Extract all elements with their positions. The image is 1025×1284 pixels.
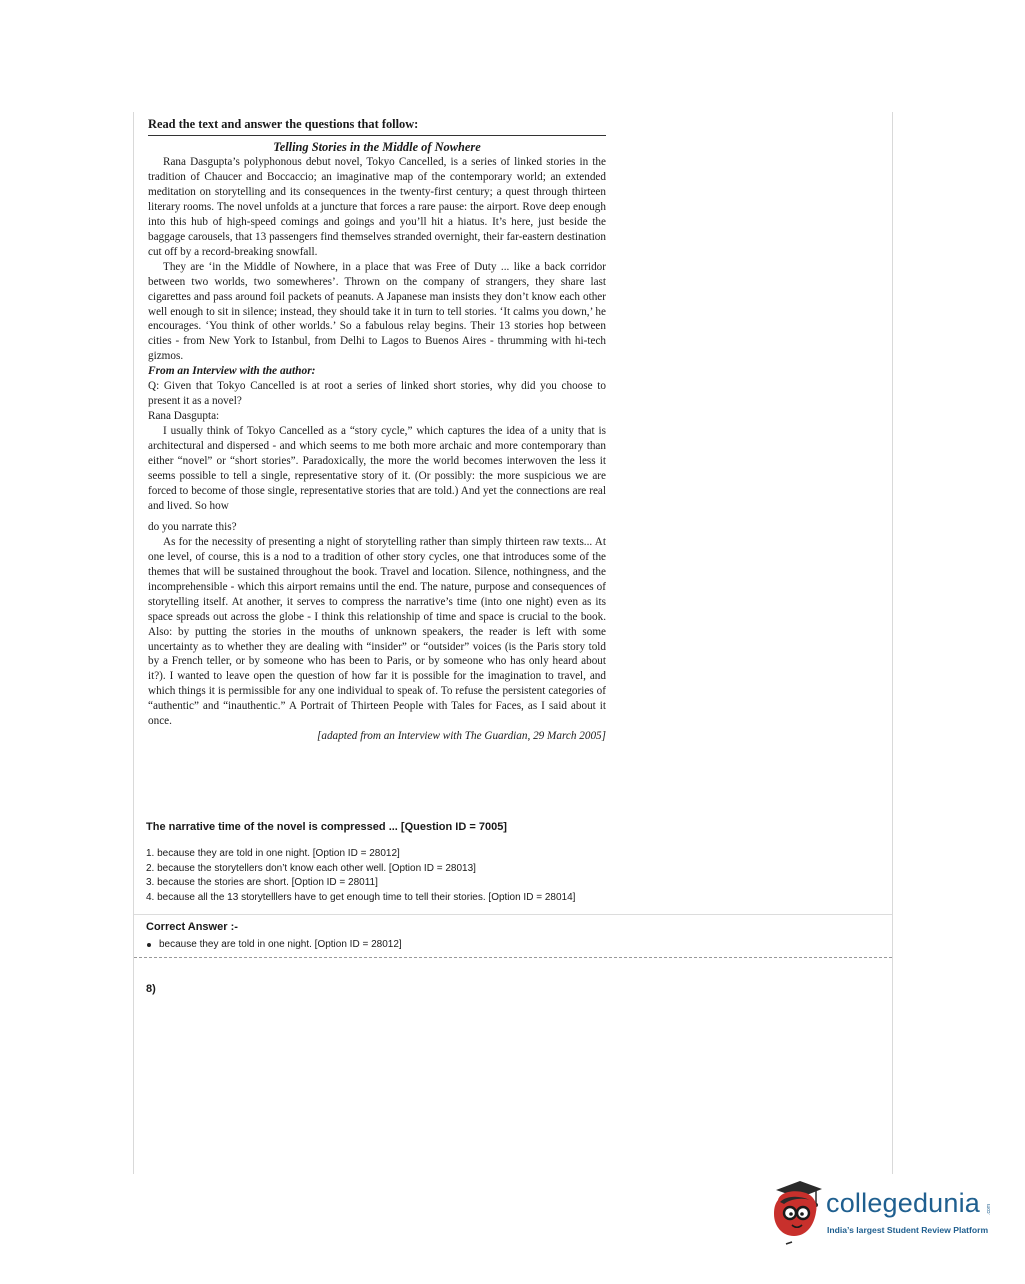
page-frame-right — [892, 112, 893, 1174]
correct-answer-item — [146, 938, 866, 952]
option-item: 2. because the storytellers don’t know each other well. [Option ID = 28013] — [146, 862, 476, 874]
question-text: The narrative time of the novel is compressed ... [Question ID = 7005] — [146, 821, 507, 833]
section-divider — [134, 914, 892, 915]
option-list — [146, 847, 866, 905]
correct-answer-block — [146, 920, 866, 952]
logo-wordmark: collegedunia — [826, 1188, 981, 1218]
question-separator — [134, 957, 892, 958]
option-item: 4. because all the 13 storytelllers have to get enough time to tell their stories. [Option ID = 28014] — [146, 891, 576, 903]
passage-paragraph: Rana Dasgupta’s polyphonous debut novel, Tokyo Cancelled, is a series of linked stories in the tradition of Chaucer and Boccaccio; an imaginative map of the contemporary world; an extended meditation on storytelling and its consequences in the twenty-first century; a quest through thirteen literary rooms. The novel unfolds at a juncture that forces a rare pause: the airport. Rove deep enough into this hub of high-speed comings and goings and you’ll hit a hiatus. It’s here, just beside the baggage carousels, that 13 passengers find themselves stranded overnight, their far-eastern destination cut off by a record-breaking snowfall. — [148, 156, 606, 258]
interview-answer: As for the necessity of presenting a night of storytelling rather than simply thirteen raw texts... At one level, of course, this is a nod to a tradition of other story cycles, one that introduces some of the themes that will be sustained throughout the book. Travel and location. Silence, nothingness, and the incomprehensible - which this airport remains until the end. The nature, purpose and consequences of storytelling itself. At another, it serves to compress the narrative’s time (into one night) even as its space spreads out across the globe - I think this relationship of time and space is crucial to the book. Also: by putting the stories in the mouths of unknown speakers, the reader is left with some uncertainty as to whether they are dealing with “insider” or “outsider” voices (is the Paris story told by a French teller, or by someone who has been to Paris, or by someone who has only heard about it?). I wanted to leave open the question of how far it is possible for the imagination to travel, and which things it is permissible for any one individual to speak of. To refuse the persistent categories of “authentic” and “inauthentic.” A Portrait of Thirteen People with Tales for Faces, as I said about it once. — [148, 535, 606, 728]
interview-question: Q: Given that Tokyo Cancelled is at root a series of linked short stories, why did you choose to present it as a novel? — [148, 380, 606, 408]
correct-answer-label: Correct Answer :- — [146, 921, 238, 933]
passage-title: Telling Stories in the Middle of Nowhere — [273, 140, 481, 154]
logo-dotcom: .com — [986, 1204, 992, 1215]
next-question-number: 8) — [146, 983, 156, 995]
correct-answer-text: because they are told in one night. [Option ID = 28012] — [159, 939, 402, 950]
passage-instruction: Read the text and answer the questions that follow: — [148, 117, 606, 136]
interview-answer-continuation: do you narrate this? — [148, 520, 237, 533]
question-block — [146, 820, 866, 905]
interview-speaker: Rana Dasgupta: — [148, 410, 220, 423]
logo-tagline: India’s largest Student Review Platform — [827, 1225, 989, 1235]
interview-answer: I usually think of Tokyo Cancelled as a “story cycle,” which captures the idea of a unity that is architectural and dispersed - and which seems to me both more archaic and more contemporary than either “novel” or “short stories”. Paradoxically, the more the world becomes interwoven the less it seems possible to tell a single, representative story of it. (Or possibly: the more suspicious we are forced to become of those single, representative stories that are told.) And yet the connections are real and lived. So how — [148, 425, 606, 512]
mascot-icon — [766, 1176, 826, 1248]
bullet-icon — [147, 943, 151, 947]
page-frame-left — [133, 112, 134, 1174]
collegedunia-logo — [766, 1176, 996, 1248]
passage-citation: [adapted from an Interview with The Guardian, 29 March 2005] — [317, 730, 606, 743]
reading-passage — [148, 117, 606, 744]
option-item: 3. because the stories are short. [Option ID = 28011] — [146, 877, 378, 889]
passage-paragraph: They are ‘in the Middle of Nowhere, in a place that was Free of Duty ... like a back corridor between two worlds, two somewheres’. Thrown on the company of strangers, they share last cigarettes and pass around foil packets of peanuts. A Japanese man insists they don’t know each other well enough to sit in silence; instead, they should take it in turn to tell stories. ‘It calms you down,’ he encourages. ‘You think of other worlds.’ So a fabulous relay begins. Their 13 stories hop between cities - from New York to Istanbul, from Delhi to Lagos to Buenos Aires - thrumming with hi-tech gizmos. — [148, 260, 606, 363]
interview-heading: From an Interview with the author: — [148, 365, 316, 378]
option-item: 1. because they are told in one night. [Option ID = 28012] — [146, 848, 400, 859]
